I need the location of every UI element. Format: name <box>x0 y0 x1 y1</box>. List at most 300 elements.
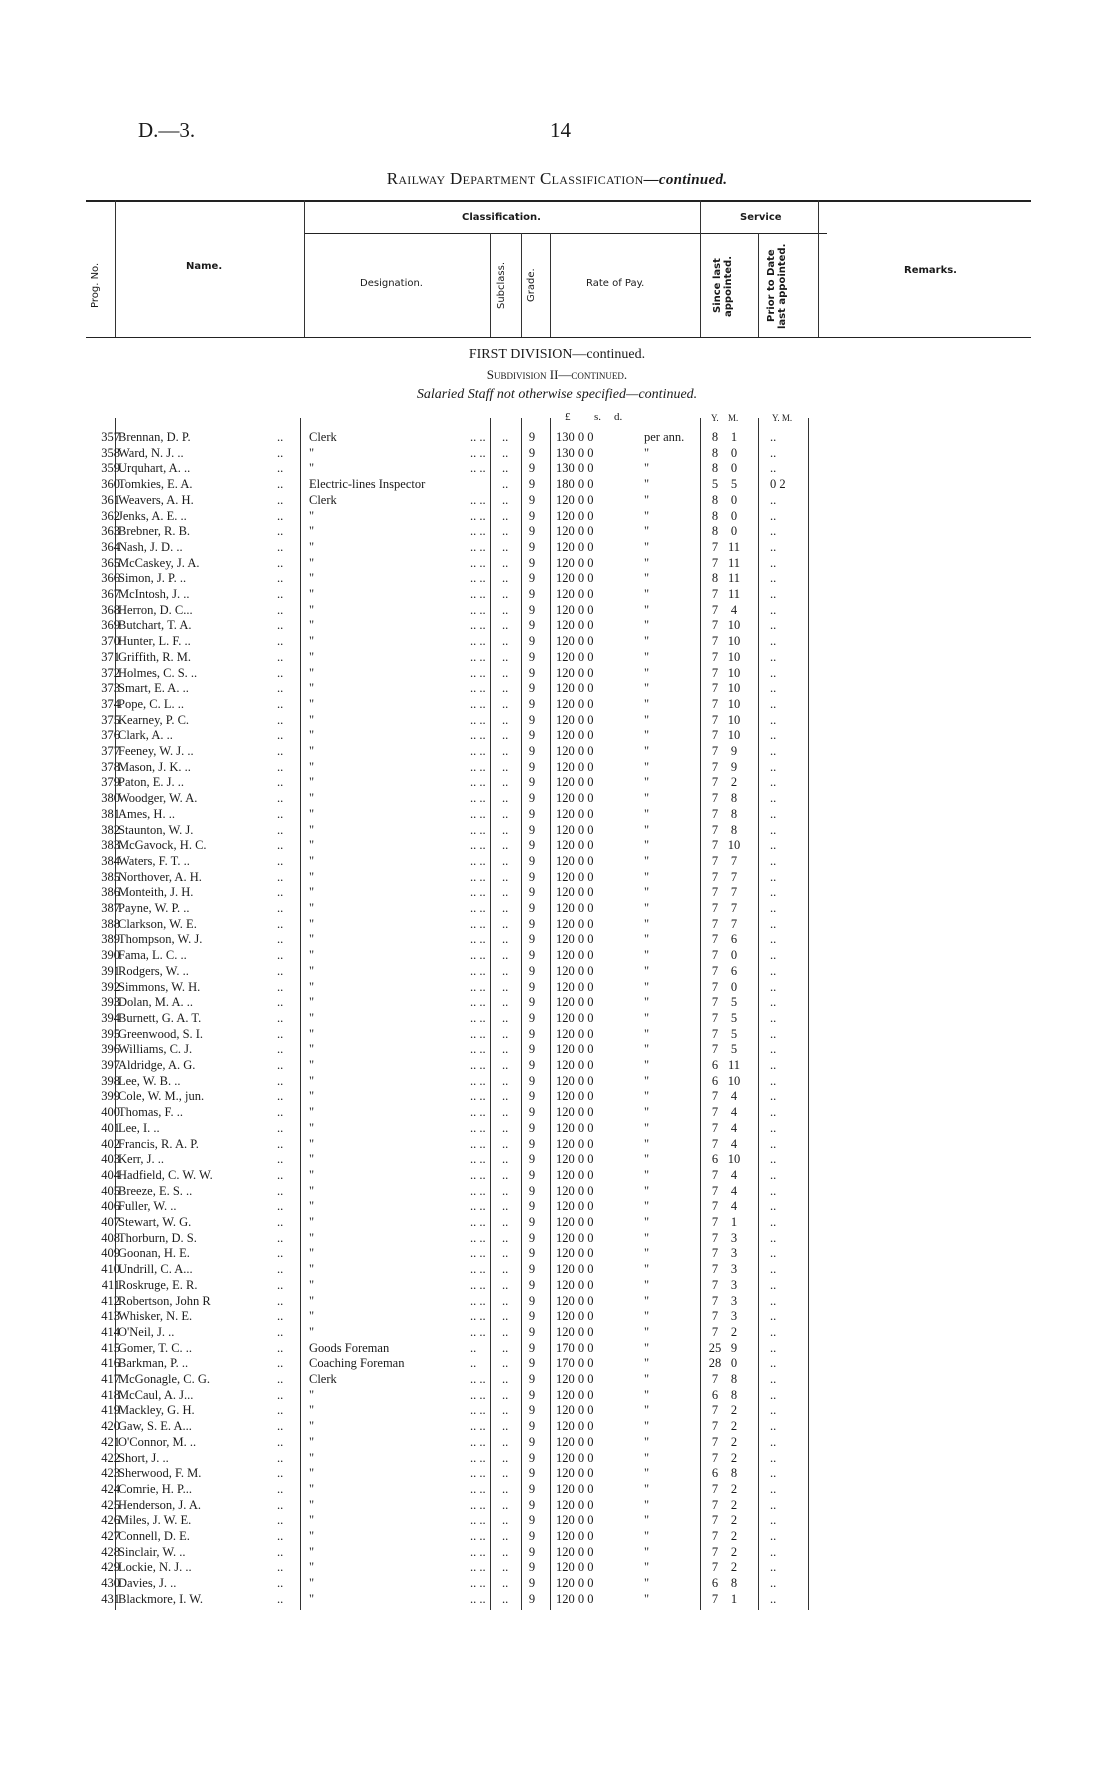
designation-cell: " <box>309 508 315 523</box>
header-designation: Designation. <box>360 278 423 289</box>
service-months-cell: 8 <box>730 806 738 821</box>
leader-dots: .. <box>277 430 284 444</box>
service-years-cell: 7 <box>711 1277 719 1292</box>
rate-period-cell: " <box>644 712 650 727</box>
prog-no-cell: 379 <box>101 775 120 790</box>
leader-dots: .. <box>502 1529 509 1543</box>
rate-of-pay-cell: 120 0 0 <box>556 1230 594 1245</box>
grade-cell: 9 <box>528 587 536 601</box>
name-cell: Fama, L. C. .. <box>118 948 187 963</box>
leader-dots: .. <box>502 1042 509 1057</box>
rate-of-pay-cell: 120 0 0 <box>556 712 594 727</box>
leader-dots: .. .. <box>470 806 486 821</box>
leader-dots: .. .. <box>470 587 486 601</box>
leader-dots: .. <box>502 1215 509 1229</box>
table-row <box>0 1513 1114 1529</box>
rate-of-pay-cell: 120 0 0 <box>556 1387 594 1402</box>
leader-dots: .. <box>470 1340 477 1355</box>
grade-cell: 9 <box>528 1058 536 1072</box>
service-months-cell: 3 <box>730 1262 738 1277</box>
name-cell: McCaul, A. J... <box>118 1387 194 1402</box>
name-cell: Mason, J. K. .. <box>118 759 191 774</box>
prior-service-cell: .. <box>770 1089 777 1104</box>
designation-cell: " <box>309 1481 315 1496</box>
grade-cell: 9 <box>528 508 536 523</box>
table-row <box>0 823 1114 839</box>
leader-dots: .. <box>502 1152 509 1167</box>
table-row <box>0 1152 1114 1168</box>
service-months-cell: 0 <box>730 445 738 460</box>
rate-of-pay-cell: 120 0 0 <box>556 1529 594 1543</box>
prior-service-cell: .. <box>770 1544 777 1559</box>
designation-cell: " <box>309 1513 315 1528</box>
leader-dots: .. <box>277 1591 284 1606</box>
service-years-cell: 7 <box>711 916 719 931</box>
designation-cell: " <box>309 1089 315 1104</box>
table-row <box>0 1027 1114 1043</box>
prior-service-cell: .. <box>770 791 777 806</box>
service-years-cell: 7 <box>711 649 719 664</box>
rate-period-cell: " <box>644 477 650 492</box>
name-cell: Waters, F. T. .. <box>118 853 190 868</box>
designation-cell: " <box>309 539 315 554</box>
table-row <box>0 760 1114 776</box>
prog-no-cell: 411 <box>101 1277 120 1292</box>
header-grade: Grade. <box>526 268 537 302</box>
prog-no-cell: 357 <box>101 430 120 444</box>
grade-cell: 9 <box>528 916 536 931</box>
rate-of-pay-cell: 120 0 0 <box>556 587 594 601</box>
rate-period-cell: " <box>644 1120 650 1135</box>
table-row <box>0 885 1114 901</box>
designation-cell: " <box>309 1591 315 1606</box>
rate-period-cell: " <box>644 1183 650 1198</box>
leader-dots: .. <box>277 696 284 711</box>
prior-service-cell: .. <box>770 1529 777 1543</box>
prior-service-cell: .. <box>770 1010 777 1025</box>
service-months-cell: 5 <box>730 1026 738 1041</box>
rate-period-cell: " <box>644 1576 650 1591</box>
name-cell: Aldridge, A. G. <box>118 1058 196 1072</box>
service-months-cell: 10 <box>727 681 741 696</box>
rate-period-cell: " <box>644 587 650 601</box>
leader-dots: .. .. <box>470 1372 486 1386</box>
rate-of-pay-cell: 120 0 0 <box>556 1450 594 1465</box>
grade-cell: 9 <box>528 571 536 586</box>
prog-no-cell: 409 <box>101 1246 120 1261</box>
table-row <box>0 666 1114 682</box>
designation-cell: Clerk <box>309 1372 337 1386</box>
prior-service-cell: .. <box>770 1450 777 1465</box>
leader-dots: .. <box>502 524 509 539</box>
grade-cell: 9 <box>528 1576 536 1591</box>
service-months-cell: 4 <box>730 1183 738 1198</box>
rate-of-pay-cell: 120 0 0 <box>556 1403 594 1418</box>
leader-dots: .. .. <box>470 1497 486 1512</box>
leader-dots: .. <box>277 555 284 570</box>
leader-dots: .. <box>502 461 509 476</box>
designation-cell: Coaching Foreman <box>309 1356 405 1371</box>
leader-dots: .. <box>502 995 509 1010</box>
table-row <box>0 995 1114 1011</box>
leader-dots: .. .. <box>470 461 486 476</box>
designation-cell: " <box>309 1403 315 1418</box>
service-years-cell: 6 <box>711 1466 719 1481</box>
service-years-cell: 6 <box>711 1576 719 1591</box>
prog-no-cell: 364 <box>101 539 120 554</box>
prog-no-cell: 376 <box>101 728 120 743</box>
name-cell: Burnett, G. A. T. <box>118 1010 202 1025</box>
leader-dots: .. .. <box>470 696 486 711</box>
designation-cell: " <box>309 587 315 601</box>
leader-dots: .. <box>277 524 284 539</box>
table-row <box>0 1356 1114 1372</box>
service-years-cell: 7 <box>711 1434 719 1449</box>
grade-cell: 9 <box>528 838 536 853</box>
service-months-cell: 3 <box>730 1277 738 1292</box>
rate-period-cell: " <box>644 1513 650 1528</box>
leader-dots: .. <box>502 822 509 837</box>
rate-of-pay-cell: 120 0 0 <box>556 838 594 853</box>
grade-cell: 9 <box>528 1010 536 1025</box>
designation-cell: " <box>309 1073 315 1088</box>
designation-cell: " <box>309 445 315 460</box>
grade-cell: 9 <box>528 963 536 978</box>
prior-service-cell: .. <box>770 995 777 1010</box>
table-row <box>0 1184 1114 1200</box>
designation-cell: " <box>309 932 315 947</box>
prog-no-cell: 360 <box>101 477 120 492</box>
service-months-cell: 10 <box>727 696 741 711</box>
leader-dots: .. <box>277 1309 284 1324</box>
title-suffix: —continued. <box>643 172 728 188</box>
name-cell: Ames, H. .. <box>118 806 175 821</box>
service-months-cell: 0 <box>730 979 738 994</box>
service-years-cell: 7 <box>711 759 719 774</box>
prog-no-cell: 385 <box>101 869 120 884</box>
prog-no-cell: 410 <box>101 1262 120 1277</box>
service-months-cell: 8 <box>730 1576 738 1591</box>
designation-cell: Clerk <box>309 492 337 507</box>
grade-cell: 9 <box>528 979 536 994</box>
leader-dots: .. .. <box>470 1576 486 1591</box>
rate-of-pay-cell: 120 0 0 <box>556 634 594 649</box>
name-cell: Smart, E. A. .. <box>118 681 189 696</box>
designation-cell: " <box>309 901 315 915</box>
grade-cell: 9 <box>528 1481 536 1496</box>
leader-dots: .. .. <box>470 1419 486 1434</box>
unit-pence: d. <box>614 411 623 423</box>
prior-service-cell: .. <box>770 681 777 696</box>
prior-service-cell: .. <box>770 539 777 554</box>
leader-dots: .. <box>502 1277 509 1292</box>
prior-service-cell: .. <box>770 916 777 931</box>
division-heading: FIRST DIVISION—continued. <box>468 347 646 362</box>
table-row <box>0 587 1114 603</box>
service-years-cell: 7 <box>711 806 719 821</box>
designation-cell: " <box>309 681 315 696</box>
leader-dots: .. .. <box>470 1466 486 1481</box>
leader-dots: .. <box>277 1560 284 1575</box>
service-months-cell: 7 <box>730 885 738 900</box>
rate-of-pay-cell: 120 0 0 <box>556 1277 594 1292</box>
rate-of-pay-cell: 170 0 0 <box>556 1340 594 1355</box>
table-row <box>0 1278 1114 1294</box>
designation-cell: " <box>309 1277 315 1292</box>
service-months-cell: 8 <box>730 1466 738 1481</box>
table-row <box>0 1058 1114 1074</box>
rate-of-pay-cell: 120 0 0 <box>556 822 594 837</box>
leader-dots: .. .. <box>470 1403 486 1418</box>
grade-cell: 9 <box>528 1089 536 1104</box>
grade-cell: 9 <box>528 1230 536 1245</box>
rate-period-cell: " <box>644 524 650 539</box>
header-top-rule <box>86 200 1031 202</box>
rate-period-cell: " <box>644 1419 650 1434</box>
leader-dots: .. .. <box>470 1481 486 1496</box>
rate-period-cell: " <box>644 1152 650 1167</box>
grade-cell: 9 <box>528 649 536 664</box>
table-row <box>0 1215 1114 1231</box>
leader-dots: .. <box>502 1309 509 1324</box>
leader-dots: .. .. <box>470 791 486 806</box>
leader-dots: .. <box>502 571 509 586</box>
name-cell: Blackmore, I. W. <box>118 1591 204 1606</box>
rate-period-cell: " <box>644 1293 650 1308</box>
rate-period-cell: " <box>644 681 650 696</box>
leader-dots: .. <box>502 1497 509 1512</box>
rate-period-cell: " <box>644 1215 650 1229</box>
name-cell: Whisker, N. E. <box>118 1309 193 1324</box>
service-months-cell: 8 <box>730 791 738 806</box>
service-years-cell: 7 <box>711 995 719 1010</box>
prog-no-cell: 361 <box>101 492 120 507</box>
leader-dots: .. <box>277 806 284 821</box>
service-months-cell: 2 <box>730 1434 738 1449</box>
leader-dots: .. <box>502 1026 509 1041</box>
designation-cell: " <box>309 696 315 711</box>
header-rate-of-pay: Rate of Pay. <box>586 278 645 289</box>
leader-dots: .. <box>277 1356 284 1371</box>
grade-cell: 9 <box>528 1183 536 1198</box>
name-cell: McGonagle, C. G. <box>118 1372 210 1386</box>
service-months-cell: 10 <box>727 712 741 727</box>
rate-of-pay-cell: 120 0 0 <box>556 539 594 554</box>
service-months-cell: 7 <box>730 853 738 868</box>
rate-of-pay-cell: 120 0 0 <box>556 1089 594 1104</box>
designation-cell: Goods Foreman <box>309 1340 390 1355</box>
rate-period-cell: " <box>644 916 650 931</box>
name-cell: Thomas, F. .. <box>118 1105 183 1120</box>
rate-period-cell: " <box>644 696 650 711</box>
rate-period-cell: " <box>644 791 650 806</box>
service-years-cell: 7 <box>711 1120 719 1135</box>
table-row <box>0 430 1114 446</box>
prog-no-cell: 421 <box>101 1434 120 1449</box>
rate-of-pay-cell: 120 0 0 <box>556 979 594 994</box>
leader-dots: .. .. <box>470 492 486 507</box>
grade-cell: 9 <box>528 524 536 539</box>
name-cell: Short, J. .. <box>118 1450 169 1465</box>
leader-dots: .. <box>277 1230 284 1245</box>
name-cell: Connell, D. E. <box>118 1529 190 1543</box>
prior-service-cell: .. <box>770 948 777 963</box>
service-months-cell: 2 <box>730 1403 738 1418</box>
rate-period-cell: per ann. <box>644 430 685 444</box>
designation-cell: " <box>309 1309 315 1324</box>
service-years-cell: 7 <box>711 1591 719 1606</box>
service-years-cell: 7 <box>711 1246 719 1261</box>
prior-service-cell: .. <box>770 1466 777 1481</box>
grade-cell: 9 <box>528 901 536 915</box>
designation-cell: " <box>309 1324 315 1339</box>
table-row <box>0 901 1114 917</box>
rate-of-pay-cell: 120 0 0 <box>556 885 594 900</box>
name-cell: Mackley, G. H. <box>118 1403 195 1418</box>
prior-service-cell: .. <box>770 1246 777 1261</box>
table-row <box>0 1168 1114 1184</box>
leader-dots: .. .. <box>470 555 486 570</box>
leader-dots: .. <box>502 681 509 696</box>
service-years-cell: 7 <box>711 1183 719 1198</box>
prior-service-cell: .. <box>770 1215 777 1229</box>
unit-shillings: s. <box>594 411 602 423</box>
prog-no-cell: 391 <box>101 963 120 978</box>
service-years-cell: 7 <box>711 1403 719 1418</box>
table-row <box>0 446 1114 462</box>
service-years-cell: 7 <box>711 838 719 853</box>
rate-period-cell: " <box>644 744 650 758</box>
designation-cell: " <box>309 1387 315 1402</box>
rate-of-pay-cell: 120 0 0 <box>556 1215 594 1229</box>
prior-service-cell: .. <box>770 901 777 915</box>
subdivision-heading: Subdivision II—continued. <box>486 367 628 382</box>
name-cell: Davies, J. .. <box>118 1576 177 1591</box>
leader-dots: .. <box>277 791 284 806</box>
rate-of-pay-cell: 120 0 0 <box>556 1466 594 1481</box>
table-row <box>0 1011 1114 1027</box>
service-months-cell: 4 <box>730 1199 738 1214</box>
leader-dots: .. .. <box>470 728 486 743</box>
leader-dots: .. .. <box>470 1560 486 1575</box>
name-cell: Thorburn, D. S. <box>118 1230 197 1245</box>
leader-dots: .. <box>502 1324 509 1339</box>
name-cell: Tomkies, E. A. <box>118 477 193 492</box>
prior-service-cell: .. <box>770 1120 777 1135</box>
grade-cell: 9 <box>528 932 536 947</box>
prior-service-cell: .. <box>770 885 777 900</box>
prog-no-cell: 378 <box>101 759 120 774</box>
designation-cell: " <box>309 1434 315 1449</box>
designation-cell: " <box>309 1152 315 1167</box>
prog-no-cell: 362 <box>101 508 120 523</box>
name-cell: Miles, J. W. E. <box>118 1513 192 1528</box>
service-months-cell: 2 <box>730 1513 738 1528</box>
leader-dots: .. .. <box>470 1513 486 1528</box>
leader-dots: .. <box>502 1073 509 1088</box>
table-row <box>0 1089 1114 1105</box>
rate-of-pay-cell: 120 0 0 <box>556 791 594 806</box>
leader-dots: .. .. <box>470 1277 486 1292</box>
prog-no-cell: 400 <box>101 1105 120 1120</box>
prog-no-cell: 425 <box>101 1497 120 1512</box>
leader-dots: .. <box>502 1372 509 1386</box>
leader-dots: .. <box>277 744 284 758</box>
designation-cell: " <box>309 1042 315 1057</box>
header-prior-to-date: Prior to Date last appointed. <box>766 243 788 329</box>
service-years-cell: 7 <box>711 948 719 963</box>
table-row <box>0 1576 1114 1592</box>
rate-period-cell: " <box>644 1277 650 1292</box>
grade-cell: 9 <box>528 539 536 554</box>
designation-cell: " <box>309 1199 315 1214</box>
prog-no-cell: 429 <box>101 1560 120 1575</box>
table-row <box>0 791 1114 807</box>
designation-cell: " <box>309 1419 315 1434</box>
leader-dots: .. .. <box>470 1073 486 1088</box>
leader-dots: .. <box>277 995 284 1010</box>
leader-dots: .. <box>502 1246 509 1261</box>
service-months-cell: 0 <box>730 508 738 523</box>
leader-dots: .. <box>277 759 284 774</box>
leader-dots: .. <box>277 1010 284 1025</box>
rate-of-pay-cell: 130 0 0 <box>556 461 594 476</box>
leader-dots: .. <box>502 712 509 727</box>
table-row <box>0 603 1114 619</box>
prior-service-cell: .. <box>770 1167 777 1182</box>
prog-no-cell: 422 <box>101 1450 120 1465</box>
prior-service-cell: .. <box>770 1340 777 1355</box>
table-row <box>0 1105 1114 1121</box>
leader-dots: .. .. <box>470 1136 486 1151</box>
leader-dots: .. .. <box>470 1183 486 1198</box>
leader-dots: .. <box>470 1356 477 1371</box>
rate-of-pay-cell: 120 0 0 <box>556 1199 594 1214</box>
rate-period-cell: " <box>644 634 650 649</box>
prog-no-cell: 392 <box>101 979 120 994</box>
table-row <box>0 1199 1114 1215</box>
service-months-cell: 4 <box>730 1120 738 1135</box>
leader-dots: .. <box>502 1419 509 1434</box>
prior-service-cell: .. <box>770 1277 777 1292</box>
grade-cell: 9 <box>528 696 536 711</box>
service-months-cell: 3 <box>730 1293 738 1308</box>
name-cell: Goonan, H. E. <box>118 1246 190 1261</box>
table-row <box>0 1529 1114 1545</box>
service-years-cell: 8 <box>711 492 719 507</box>
service-months-cell: 8 <box>730 822 738 837</box>
service-years-cell: 7 <box>711 1419 719 1434</box>
prior-service-cell: .. <box>770 1497 777 1512</box>
service-years-cell: 7 <box>711 1010 719 1025</box>
rate-of-pay-cell: 120 0 0 <box>556 1434 594 1449</box>
prog-no-cell: 403 <box>101 1152 120 1167</box>
grade-cell: 9 <box>528 1356 536 1371</box>
leader-dots: .. .. <box>470 1591 486 1606</box>
rate-of-pay-cell: 120 0 0 <box>556 744 594 758</box>
table-row <box>0 1466 1114 1482</box>
prior-service-cell: .. <box>770 1230 777 1245</box>
service-months-cell: 10 <box>727 618 741 633</box>
table-row <box>0 1262 1114 1278</box>
grade-cell: 9 <box>528 1309 536 1324</box>
rate-period-cell: " <box>644 1372 650 1386</box>
name-cell: Simon, J. P. .. <box>118 571 187 586</box>
grade-cell: 9 <box>528 1136 536 1151</box>
service-months-cell: 4 <box>730 1089 738 1104</box>
rate-period-cell: " <box>644 649 650 664</box>
designation-cell: " <box>309 838 315 853</box>
